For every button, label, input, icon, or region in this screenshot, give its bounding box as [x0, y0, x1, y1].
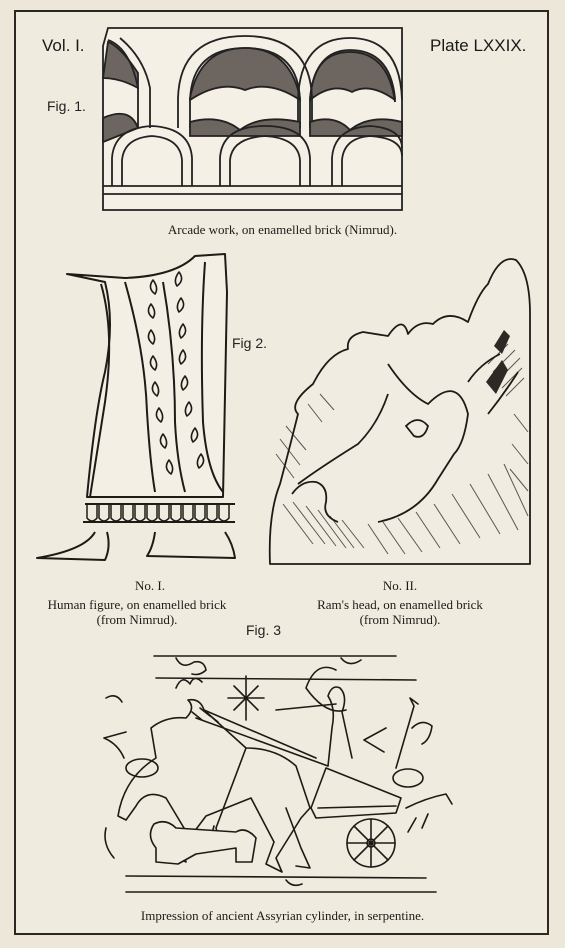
- fig2-right-number: No. II.: [382, 578, 418, 593]
- cylinder-impression-illustration: [96, 648, 458, 900]
- fig2-left-caption-line2: (from Nimrud).: [96, 612, 178, 627]
- arcade-illustration: [100, 18, 405, 210]
- fig2-left-number: No. I.: [135, 578, 165, 593]
- plate-number: Plate LXXIX.: [430, 36, 527, 55]
- fig3-label: Fig. 3: [246, 622, 282, 638]
- volume-label: Vol. I.: [42, 36, 85, 55]
- human-figure-illustration: [35, 252, 240, 567]
- fig2-left-caption-line1: Human figure, on enamelled brick: [47, 597, 227, 612]
- fig2-right-caption-line2: (from Nimrud).: [359, 612, 441, 627]
- fig1-label: Fig. 1.: [47, 98, 86, 114]
- fig3-caption: Impression of ancient Assyrian cylinder, in serpentine.: [140, 908, 425, 923]
- rams-head-illustration: [268, 254, 533, 566]
- fig2-label: Fig 2.: [232, 335, 268, 351]
- fig1-caption: Arcade work, on enamelled brick (Nimrud).: [167, 222, 398, 237]
- fig2-right-caption-line1: Ram's head, on enamelled brick: [317, 597, 483, 612]
